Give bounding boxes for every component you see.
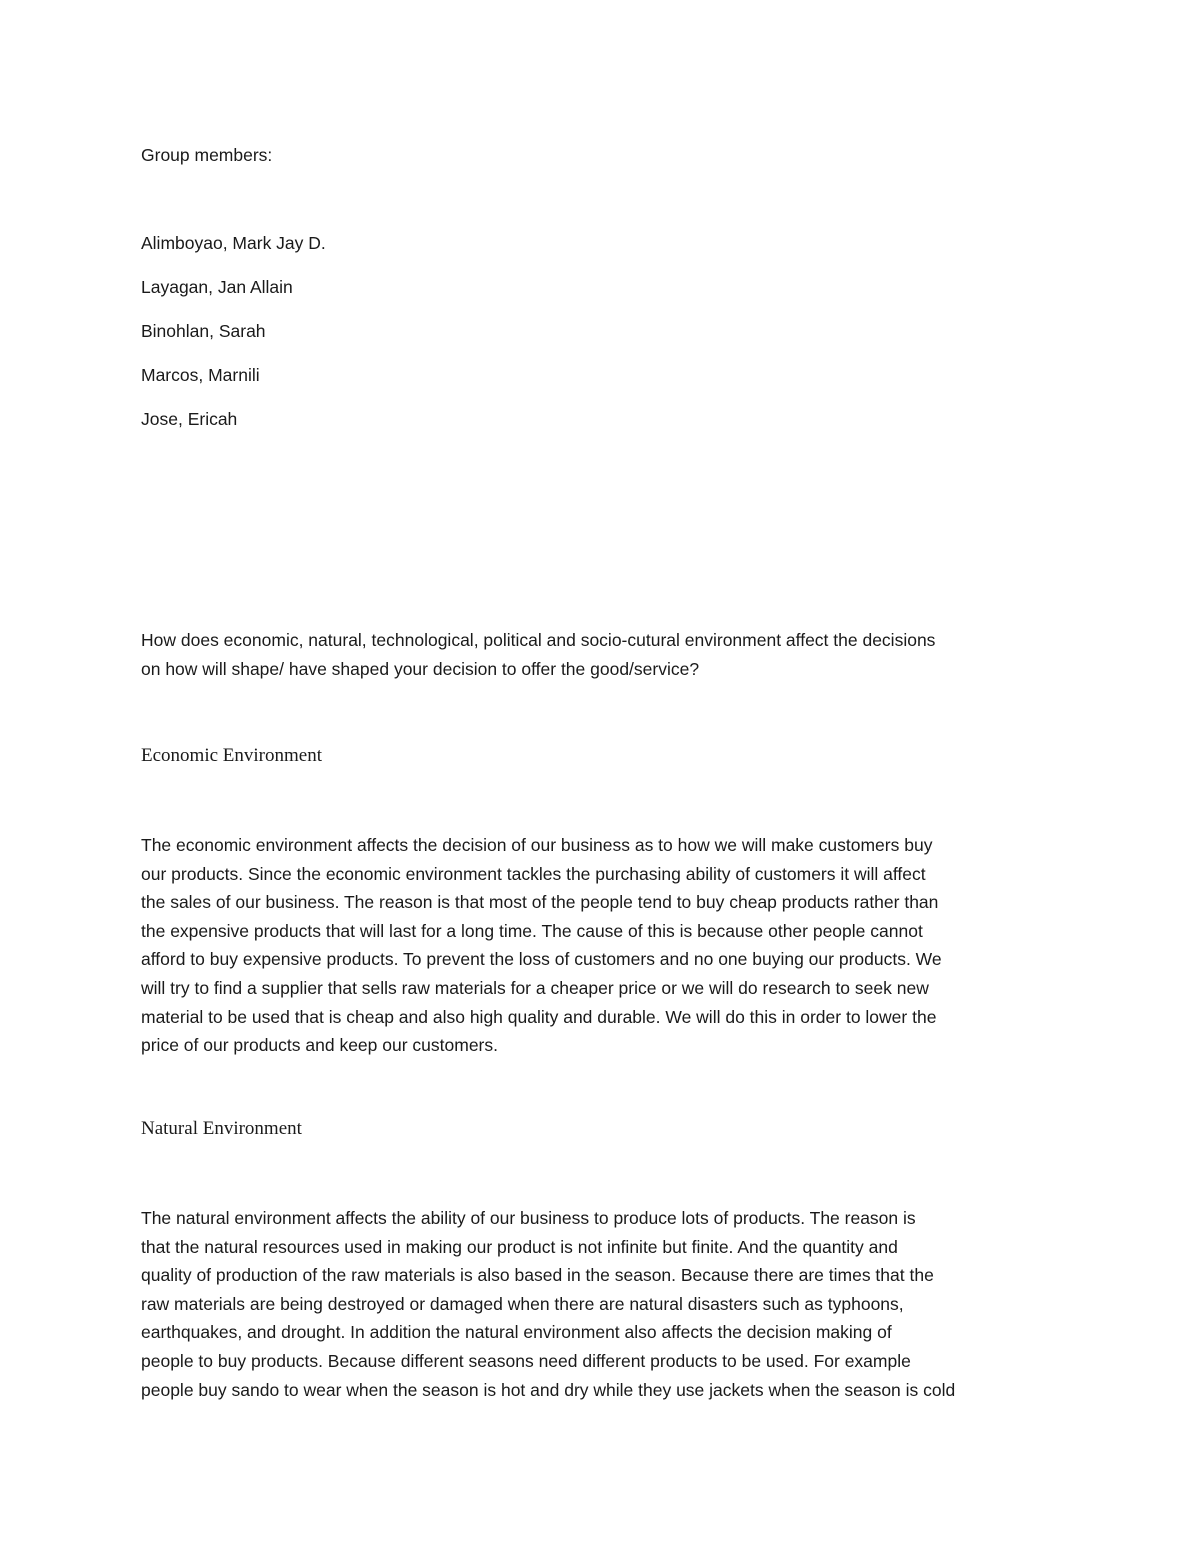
member-name: Layagan, Jan Allain <box>141 277 293 297</box>
paragraph-line: the sales of our business. The reason is that most of the people tend to buy cheap products rather than <box>141 892 939 913</box>
member-name: Marcos, Marnili <box>141 365 260 385</box>
paragraph-line: people buy sando to wear when the season is hot and dry while they use jackets when the season is cold <box>141 1379 956 1400</box>
natural-paragraph <box>141 1204 1081 1404</box>
question-paragraph <box>141 626 1081 683</box>
paragraph-line: raw materials are being destroyed or damaged when there are natural disasters such as typhoons, <box>141 1293 904 1314</box>
paragraph-line: afford to buy expensive products. To prevent the loss of customers and no one buying our products. We <box>141 949 942 970</box>
section-heading-economic: Economic Environment <box>141 745 322 766</box>
question-line: How does economic, natural, technological, political and socio-cutural environment affect the decisions <box>141 630 936 650</box>
section-heading-natural: Natural Environment <box>141 1118 302 1139</box>
paragraph-line: our products. Since the economic environment tackles the purchasing ability of customers it will affect <box>141 863 926 884</box>
question-line: on how will shape/ have shaped your decision to offer the good/service? <box>141 658 700 679</box>
paragraph-line: that the natural resources used in making our product is not infinite but finite. And the quantity and <box>141 1236 898 1257</box>
paragraph-line: The natural environment affects the ability of our business to produce lots of products. The reason is <box>141 1208 916 1228</box>
paragraph-line: the expensive products that will last for a long time. The cause of this is because other people cannot <box>141 920 923 941</box>
member-name: Binohlan, Sarah <box>141 321 266 341</box>
paragraph-line: people to buy products. Because different seasons need different products to be used. For example <box>141 1350 911 1371</box>
paragraph-line: will try to find a supplier that sells raw materials for a cheaper price or we will do research to seek new <box>141 977 929 998</box>
paragraph-line: material to be used that is cheap and also high quality and durable. We will do this in order to lower the <box>141 1006 937 1027</box>
member-name: Alimboyao, Mark Jay D. <box>141 233 326 253</box>
paragraph-line: quality of production of the raw materials is also based in the season. Because there are times that the <box>141 1265 934 1286</box>
economic-paragraph <box>141 831 1081 1060</box>
paragraph-line: The economic environment affects the decision of our business as to how we will make customers buy <box>141 835 933 855</box>
member-name: Jose, Ericah <box>141 409 238 429</box>
paragraph-line: earthquakes, and drought. In addition the natural environment also affects the decision making of <box>141 1322 892 1343</box>
paragraph-line: price of our products and keep our customers. <box>141 1035 498 1056</box>
group-members-label: Group members: <box>141 145 273 165</box>
